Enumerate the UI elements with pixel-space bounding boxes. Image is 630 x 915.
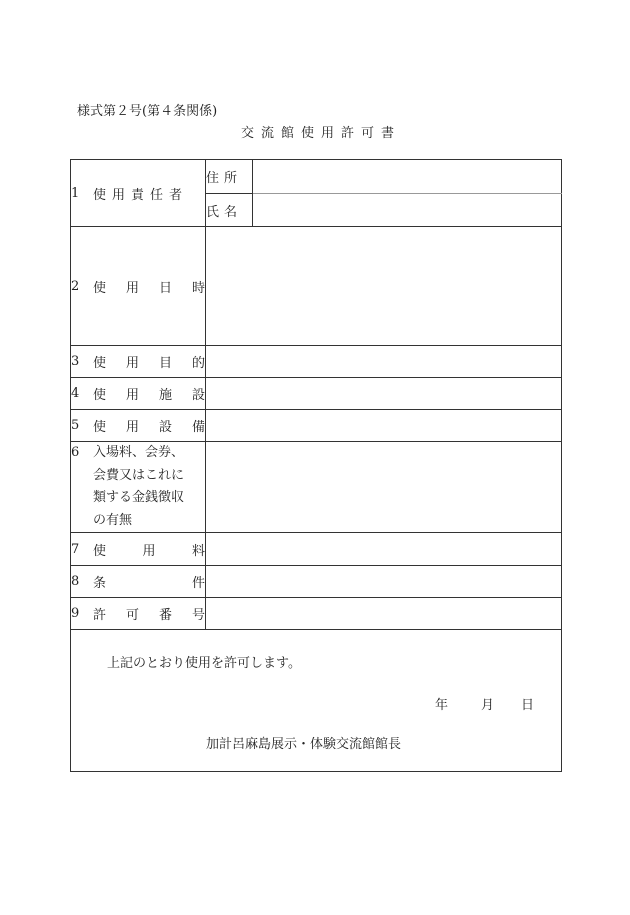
row-conditions [71, 566, 562, 598]
row-fee-collection [71, 442, 562, 533]
row-permit-number [71, 598, 562, 630]
label-char: 号 [191, 608, 205, 623]
label-char: 用 [142, 543, 156, 559]
row-number: 3 [71, 354, 80, 369]
form-number: 様式第２号(第４条関係) [77, 104, 218, 119]
label-line: 類する金銭徴収 [93, 490, 185, 505]
label-char: 使 [93, 356, 107, 371]
row-responsible-address [71, 160, 562, 194]
label-char: 条 [93, 576, 107, 591]
approval-statement: 上記のとおり使用を許可します。 [107, 656, 301, 671]
label-name: 氏名 [206, 194, 253, 227]
date-day: 日 [521, 698, 535, 713]
name-field[interactable] [253, 194, 562, 227]
signer-title: 加計呂麻島展示・体験交流館館長 [206, 737, 402, 752]
row-number: 8 [71, 574, 80, 589]
label-line: 入場料、会券、 [93, 445, 185, 460]
label-char: 用 [125, 420, 139, 435]
row-usage-equipment [71, 410, 562, 442]
label-char: 使 [93, 280, 107, 296]
label-char: 日 [158, 280, 172, 296]
label-char: 設 [191, 388, 205, 403]
label-char: 時 [191, 280, 205, 296]
permit-table [70, 159, 562, 772]
row-usage-purpose [71, 346, 562, 378]
row-number: 5 [71, 418, 80, 433]
fee-collection-field[interactable] [206, 442, 562, 533]
approval-date [435, 694, 534, 713]
label-address: 住所 [206, 160, 253, 194]
label-char: 用 [125, 356, 139, 371]
date-year: 年 [435, 698, 449, 713]
label-line: の有無 [93, 512, 133, 528]
label-char: 番 [158, 608, 172, 623]
row-approval [71, 630, 562, 772]
label-usage-fee [71, 533, 206, 566]
label-char: 目 [158, 356, 172, 371]
usage-purpose-field[interactable] [206, 346, 562, 378]
date-month: 月 [481, 698, 495, 713]
label-char: 料 [191, 543, 205, 559]
label-line: 会費又はこれに [93, 467, 185, 483]
label-usage-facility [71, 378, 206, 410]
row-usage-datetime [71, 227, 562, 346]
row-number: 1 [71, 185, 80, 201]
row-number: 7 [71, 541, 80, 557]
label-text: 使用責任者 [93, 187, 189, 203]
approval-section [71, 630, 562, 772]
row-number: 2 [71, 278, 80, 294]
label-char: 可 [125, 608, 139, 623]
label-char: 許 [93, 608, 107, 623]
label-char: 使 [93, 388, 107, 403]
label-char: 設 [158, 420, 172, 435]
document-title: 交流館使用許可書 [241, 126, 402, 141]
permit-number-field[interactable] [206, 598, 562, 630]
label-char: 施 [158, 388, 172, 403]
label-usage-equipment [71, 410, 206, 442]
label-permit-number [71, 598, 206, 630]
label-char: 的 [191, 356, 205, 371]
label-fee-collection [71, 442, 206, 533]
usage-equipment-field[interactable] [206, 410, 562, 442]
row-usage-fee [71, 533, 562, 566]
usage-fee-field[interactable] [206, 533, 562, 566]
label-char: 備 [191, 420, 205, 435]
label-char: 用 [125, 388, 139, 403]
label-char: 使 [93, 420, 107, 435]
row-number: 4 [71, 386, 80, 401]
label-char: 件 [191, 576, 205, 591]
row-number: 9 [71, 606, 80, 621]
label-char: 使 [93, 543, 107, 559]
label-responsible-person [71, 160, 206, 227]
label-conditions [71, 566, 206, 598]
label-usage-purpose [71, 346, 206, 378]
address-field[interactable] [253, 160, 562, 194]
row-number: 6 [71, 445, 80, 460]
conditions-field[interactable] [206, 566, 562, 598]
label-usage-datetime [71, 227, 206, 346]
usage-datetime-field[interactable] [206, 227, 562, 346]
usage-facility-field[interactable] [206, 378, 562, 410]
label-char: 用 [125, 280, 139, 296]
row-usage-facility [71, 378, 562, 410]
